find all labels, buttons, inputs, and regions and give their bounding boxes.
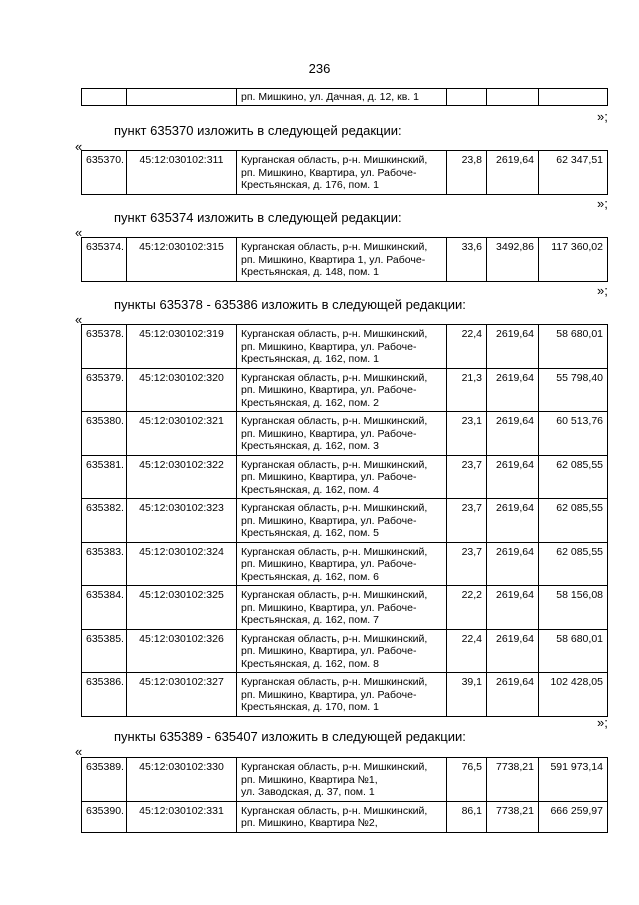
cell-rate: 2619,64	[487, 412, 539, 456]
cell-address: Курганская область, р-н. Мишкинский, рп. Мишкино, Квартира №2,	[237, 801, 447, 832]
section-intro: пункты 635378 - 635386 изложить в следующей редакции:	[114, 297, 466, 312]
cell-rate: 2619,64	[487, 673, 539, 717]
section-intro: пункт 635374 изложить в следующей редакции:	[114, 210, 402, 225]
cell-area: 22,4	[447, 629, 487, 673]
section-intro: пункты 635389 - 635407 изложить в следующей редакции:	[114, 729, 466, 744]
table-row	[82, 629, 608, 673]
cell-address: Курганская область, р-н. Мишкинский, рп. Мишкино, Квартира №1, ул. Заводская, д. 37, пом. 1	[237, 758, 447, 802]
cell-num: 635386.	[82, 673, 127, 717]
cell-address: Курганская область, р-н. Мишкинский, рп. Мишкино, Квартира, ул. Рабоче- Крестьянская, д. 162, пом. 8	[237, 629, 447, 673]
cell-cadastral: 45:12:030102:323	[127, 499, 237, 543]
cell-cadastral: 45:12:030102:315	[127, 238, 237, 282]
closing-quote: »;	[597, 715, 608, 730]
cell-area: 23,7	[447, 499, 487, 543]
table-row	[82, 758, 608, 802]
cell-area: 22,4	[447, 325, 487, 369]
cell-value: 58 680,01	[539, 629, 608, 673]
table-row	[82, 238, 608, 282]
table-row	[82, 801, 608, 832]
page-number: 236	[308, 61, 331, 76]
cell-num: 635380.	[82, 412, 127, 456]
cell-cadastral: 45:12:030102:320	[127, 368, 237, 412]
cell-cadastral	[127, 89, 237, 106]
cell-rate	[487, 89, 539, 106]
cell-num: 635378.	[82, 325, 127, 369]
cell-address: Курганская область, р-н. Мишкинский, рп. Мишкино, Квартира, ул. Рабоче- Крестьянская, д. 162, пом. 1	[237, 325, 447, 369]
cell-rate: 2619,64	[487, 151, 539, 195]
table-row	[82, 325, 608, 369]
cell-cadastral: 45:12:030102:331	[127, 801, 237, 832]
cell-rate: 7738,21	[487, 801, 539, 832]
table-row	[82, 151, 608, 195]
closing-quote: »;	[597, 109, 608, 124]
cell-rate: 2619,64	[487, 368, 539, 412]
cell-num: 635385.	[82, 629, 127, 673]
cell-num: 635383.	[82, 542, 127, 586]
cell-value: 591 973,14	[539, 758, 608, 802]
cell-num: 635379.	[82, 368, 127, 412]
section-intro: пункт 635370 изложить в следующей редакции:	[114, 123, 402, 138]
cell-address: Курганская область, р-н. Мишкинский, рп. Мишкино, Квартира, ул. Рабоче- Крестьянская, д. 176, пом. 1	[237, 151, 447, 195]
cell-num: 635381.	[82, 455, 127, 499]
cell-value: 62 347,51	[539, 151, 608, 195]
section-table	[81, 150, 608, 195]
cell-address: Курганская область, р-н. Мишкинский, рп. Мишкино, Квартира 1, ул. Рабоче- Крестьянская, д. 148, пом. 1	[237, 238, 447, 282]
cell-area	[447, 89, 487, 106]
cell-area: 22,2	[447, 586, 487, 630]
cell-rate: 3492,86	[487, 238, 539, 282]
closing-quote: »;	[597, 283, 608, 298]
table-row	[82, 455, 608, 499]
cell-address: Курганская область, р-н. Мишкинский, рп. Мишкино, Квартира, ул. Рабоче- Крестьянская, д. 162, пом. 2	[237, 368, 447, 412]
cell-cadastral: 45:12:030102:311	[127, 151, 237, 195]
cell-area: 23,7	[447, 455, 487, 499]
cell-value: 58 680,01	[539, 325, 608, 369]
table-row	[82, 499, 608, 543]
cell-cadastral: 45:12:030102:325	[127, 586, 237, 630]
cell-cadastral: 45:12:030102:319	[127, 325, 237, 369]
cell-rate: 2619,64	[487, 586, 539, 630]
cell-rate: 2619,64	[487, 629, 539, 673]
cell-num	[82, 89, 127, 106]
cell-value: 62 085,55	[539, 455, 608, 499]
cell-address: Курганская область, р-н. Мишкинский, рп. Мишкино, Квартира, ул. Рабоче- Крестьянская, д. 162, пом. 5	[237, 499, 447, 543]
cell-value	[539, 89, 608, 106]
cell-value: 62 085,55	[539, 499, 608, 543]
cell-value: 102 428,05	[539, 673, 608, 717]
cell-rate: 7738,21	[487, 758, 539, 802]
cell-value: 62 085,55	[539, 542, 608, 586]
cell-address: Курганская область, р-н. Мишкинский, рп. Мишкино, Квартира, ул. Рабоче- Крестьянская, д. 162, пом. 4	[237, 455, 447, 499]
cell-area: 23,8	[447, 151, 487, 195]
table-row	[82, 673, 608, 717]
section-table	[81, 324, 608, 717]
cell-rate: 2619,64	[487, 325, 539, 369]
cell-area: 23,7	[447, 542, 487, 586]
table-row	[82, 542, 608, 586]
cell-area: 33,6	[447, 238, 487, 282]
cell-value: 666 259,97	[539, 801, 608, 832]
cell-address	[237, 89, 447, 106]
closing-quote: »;	[597, 196, 608, 211]
cell-address: Курганская область, р-н. Мишкинский, рп. Мишкино, Квартира, ул. Рабоче- Крестьянская, д. 170, пом. 1	[237, 673, 447, 717]
section-table	[81, 237, 608, 282]
cell-num: 635370.	[82, 151, 127, 195]
cell-num: 635374.	[82, 238, 127, 282]
cell-num: 635390.	[82, 801, 127, 832]
section-table	[81, 757, 608, 833]
cell-address: Курганская область, р-н. Мишкинский, рп. Мишкино, Квартира, ул. Рабоче- Крестьянская, д. 162, пом. 6	[237, 542, 447, 586]
top-table-fragment	[81, 88, 608, 106]
cell-area: 21,3	[447, 368, 487, 412]
cell-value: 60 513,76	[539, 412, 608, 456]
cell-area: 39,1	[447, 673, 487, 717]
cell-area: 23,1	[447, 412, 487, 456]
cell-cadastral: 45:12:030102:322	[127, 455, 237, 499]
table-row	[82, 89, 608, 106]
cell-rate: 2619,64	[487, 542, 539, 586]
cell-area: 86,1	[447, 801, 487, 832]
cell-rate: 2619,64	[487, 499, 539, 543]
cell-num: 635384.	[82, 586, 127, 630]
cell-address: Курганская область, р-н. Мишкинский, рп. Мишкино, Квартира, ул. Рабоче- Крестьянская, д. 162, пом. 7	[237, 586, 447, 630]
cell-cadastral: 45:12:030102:330	[127, 758, 237, 802]
cell-cadastral: 45:12:030102:327	[127, 673, 237, 717]
table-row	[82, 586, 608, 630]
cell-area: 76,5	[447, 758, 487, 802]
address-text: рп. Мишкино, ул. Дачная, д. 12, кв. 1	[241, 91, 419, 103]
opening-quote: «	[75, 744, 83, 759]
cell-num: 635382.	[82, 499, 127, 543]
cell-cadastral: 45:12:030102:324	[127, 542, 237, 586]
opening-quote: «	[75, 225, 83, 240]
table-row	[82, 368, 608, 412]
cell-cadastral: 45:12:030102:326	[127, 629, 237, 673]
cell-num: 635389.	[82, 758, 127, 802]
opening-quote: «	[75, 312, 83, 327]
opening-quote: «	[75, 139, 83, 154]
cell-address: Курганская область, р-н. Мишкинский, рп. Мишкино, Квартира, ул. Рабоче- Крестьянская, д. 162, пом. 3	[237, 412, 447, 456]
cell-value: 55 798,40	[539, 368, 608, 412]
table-row	[82, 412, 608, 456]
cell-value: 117 360,02	[539, 238, 608, 282]
cell-cadastral: 45:12:030102:321	[127, 412, 237, 456]
cell-value: 58 156,08	[539, 586, 608, 630]
cell-rate: 2619,64	[487, 455, 539, 499]
